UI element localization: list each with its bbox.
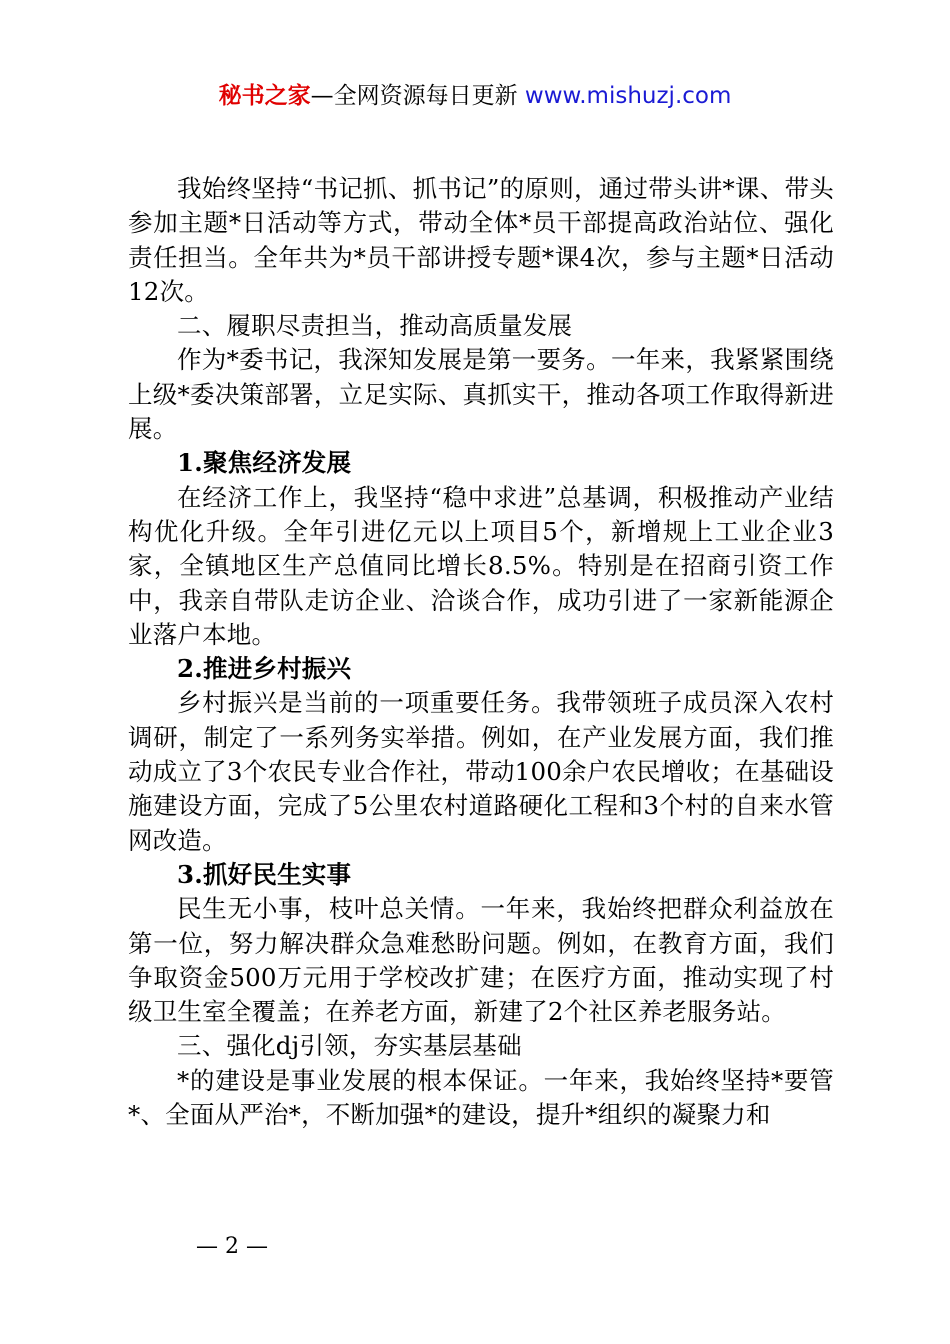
site-slogan: —全网资源每日更新 bbox=[310, 83, 525, 109]
paragraph-rural: 乡村振兴是当前的一项重要任务。我带领班子成员深入农村调研，制定了一系列务实举措。例如，在产业发展方面，我们推动成立了3个农民专业合作社，带动100余户农民增收；在基础设施建设方面，完成了5公里农村道路硬化工程和3个村的自来水管网改造。 bbox=[128, 688, 834, 855]
site-header bbox=[0, 80, 950, 112]
document-body bbox=[128, 172, 834, 1132]
section-heading-3: 三、强化dj引领，夯实基层基础 bbox=[177, 1031, 522, 1061]
site-brand: 秘书之家 bbox=[218, 83, 311, 109]
site-url-link[interactable]: www.mishuzj.com bbox=[524, 83, 732, 109]
paragraph-livelihood: 民生无小事，枝叶总关情。一年来，我始终把群众利益放在第一位，努力解决群众急难愁盼问题。例如，在教育方面，我们争取资金500万元用于学校改扩建；在医疗方面，推动实现了村级卫生室全覆盖；在养老方面，新建了2个社区养老服务站。 bbox=[128, 894, 834, 1027]
paragraph-economy: 在经济工作上，我坚持“稳中求进”总基调，积极推动产业结构优化升级。全年引进亿元以上项目5个，新增规上工业企业3家，全镇地区生产总值同比增长8.5%。特别是在招商引资工作中，我亲自带队走访企业、洽谈合作，成功引进了一家新能源企业落户本地。 bbox=[128, 482, 834, 649]
subheading-livelihood: 3.抓好民生实事 bbox=[177, 859, 352, 889]
subheading-rural: 2.推进乡村振兴 bbox=[177, 654, 352, 684]
page-number: — 2 — bbox=[196, 1234, 268, 1259]
paragraph-section-3: *的建设是事业发展的根本保证。一年来，我始终坚持*要管*、全面从严治*，不断加强*的建设，提升*组织的凝聚力和 bbox=[128, 1065, 834, 1130]
subheading-economy: 1.聚焦经济发展 bbox=[177, 448, 352, 478]
paragraph-section-2: 作为*委书记，我深知发展是第一要务。一年来，我紧紧围绕上级*委决策部署，立足实际、真抓实干，推动各项工作取得新进展。 bbox=[128, 345, 834, 444]
section-heading-2: 二、履职尽责担当，推动高质量发展 bbox=[177, 311, 573, 341]
paragraph-intro: 我始终坚持“书记抓、抓书记”的原则，通过带头讲*课、带头参加主题*日活动等方式，带动全体*员干部提高政治站位、强化责任担当。全年共为*员干部讲授专题*课4次，参与主题*日活动12次。 bbox=[128, 174, 834, 306]
